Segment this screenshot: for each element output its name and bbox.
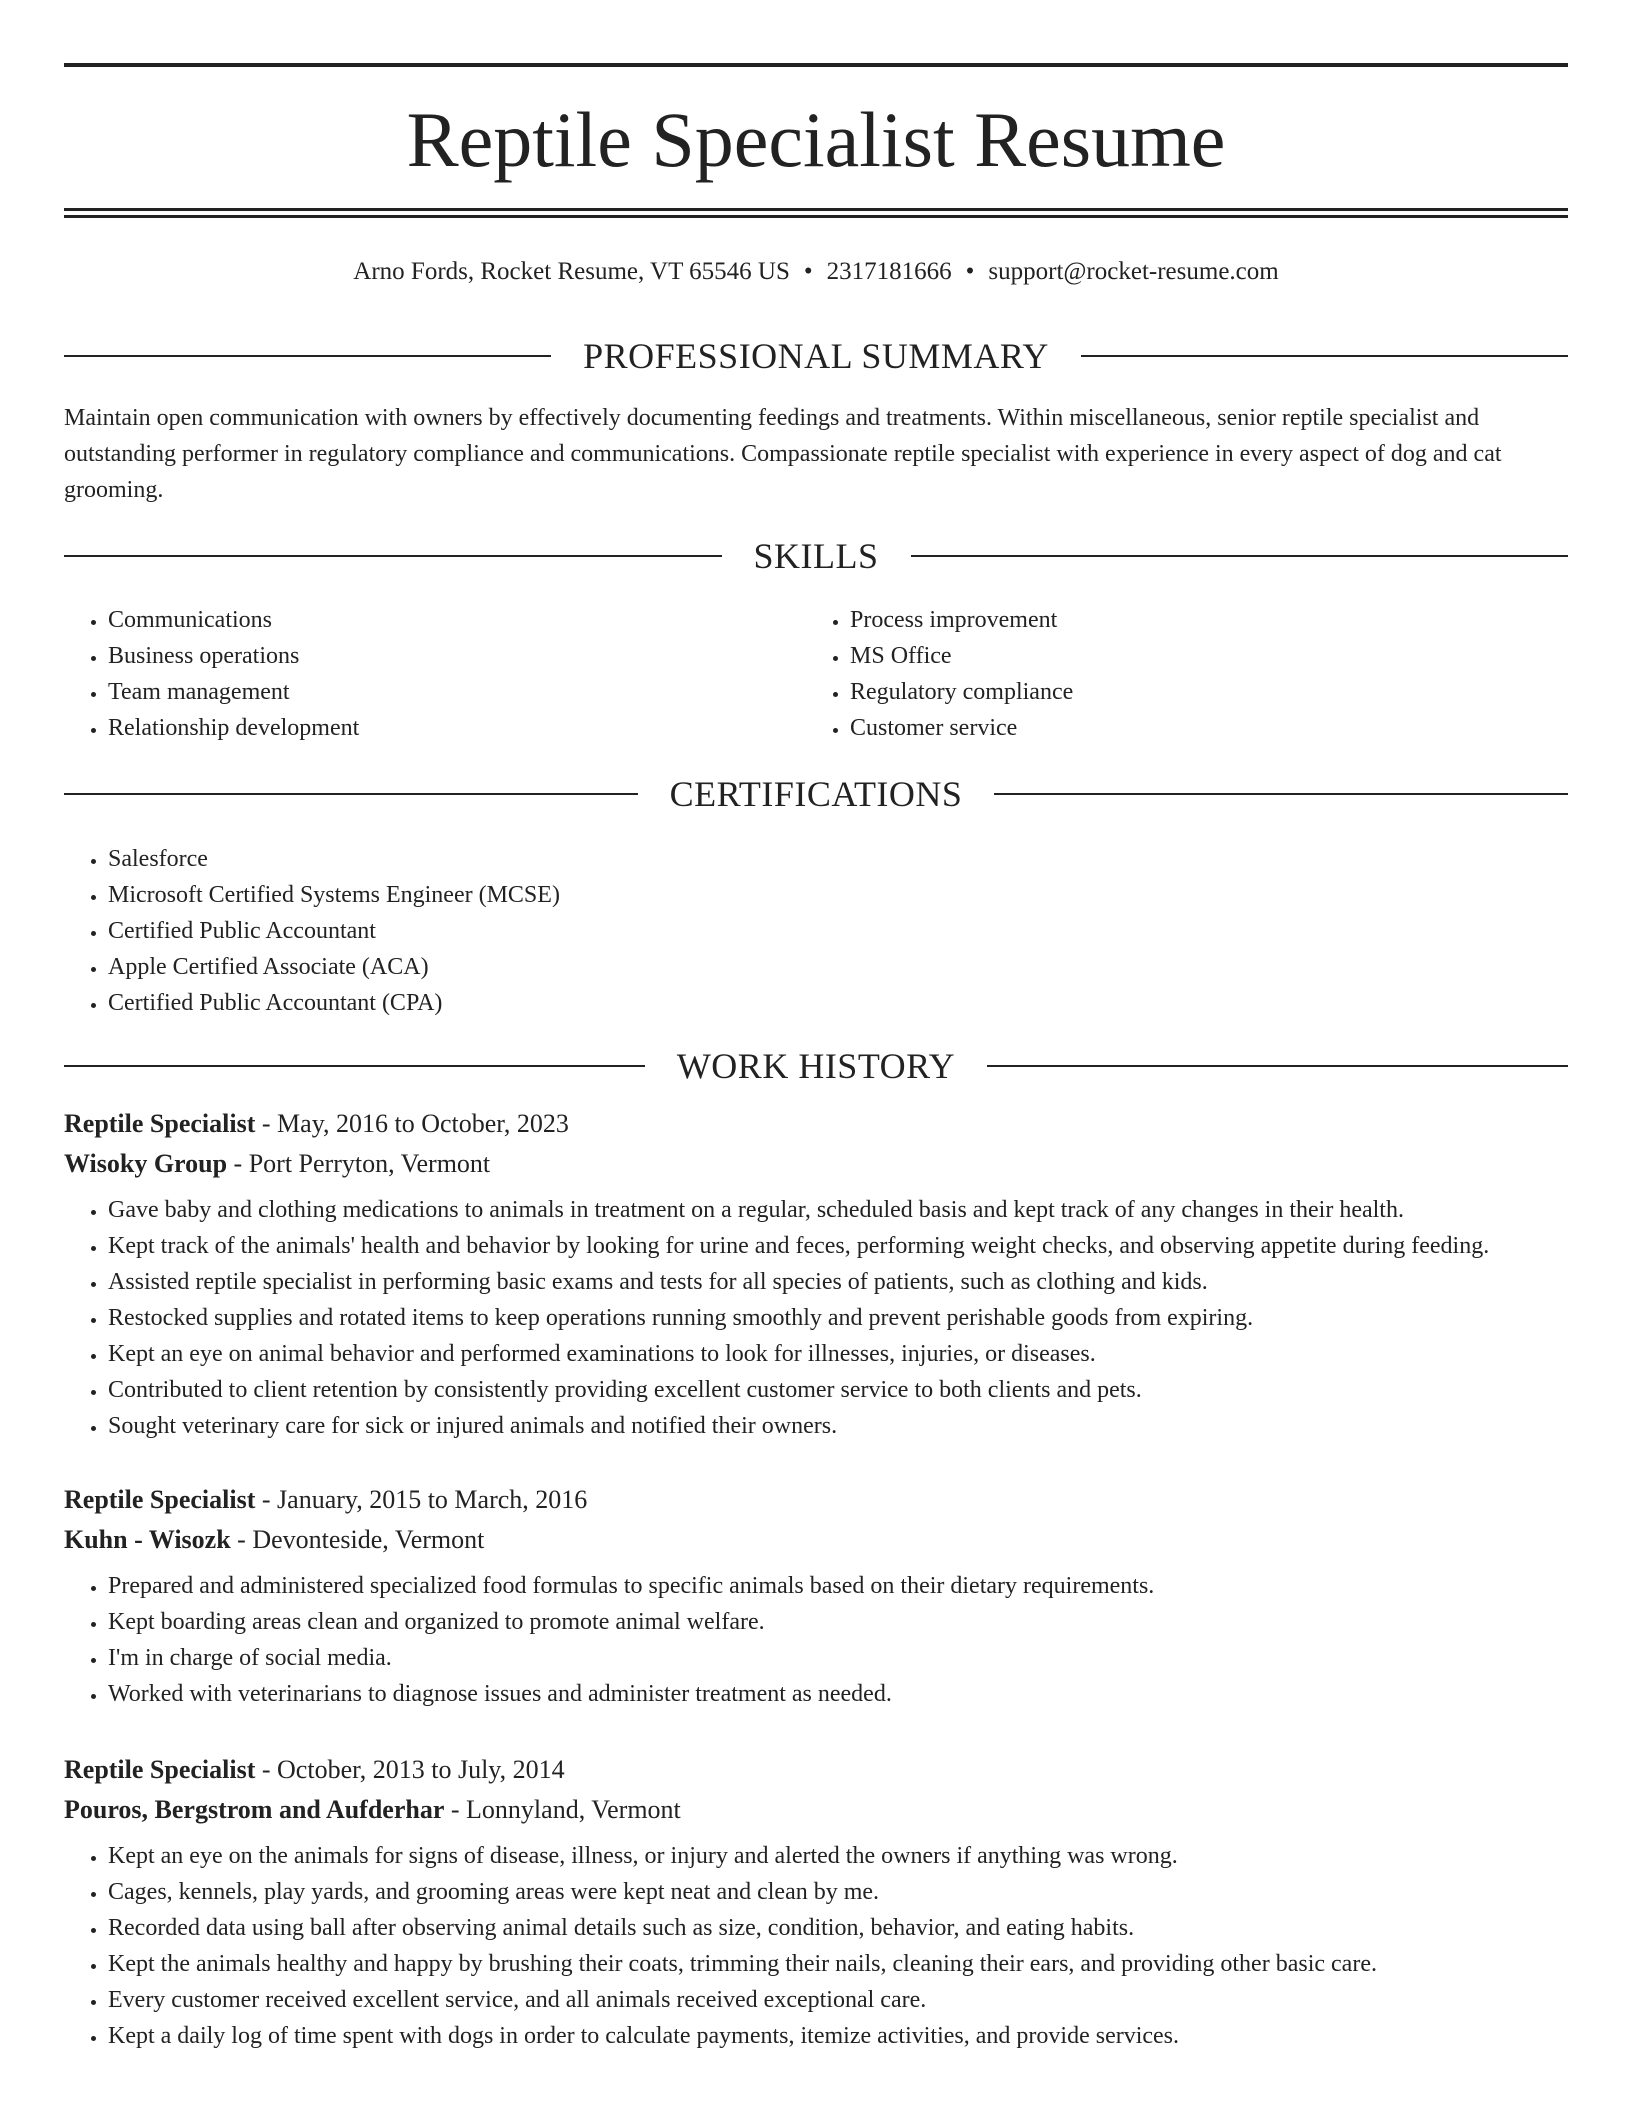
- job-bullet: • Kept track of the animals' health and behavior by looking for urine and feces, performing weight checks, and observing appetite during feeding.: [108, 1228, 1568, 1264]
- heading-rule: [64, 555, 722, 557]
- job-bullet: • Cages, kennels, play yards, and grooming areas were kept neat and clean by me.: [108, 1874, 1568, 1910]
- section-title: WORK HISTORY: [676, 1046, 956, 1086]
- section-heading-skills: [64, 534, 1568, 578]
- job-location: - Lonnyland, Vermont: [444, 1795, 681, 1824]
- job-title-line: [64, 1750, 1568, 1790]
- job-company-line: [64, 1144, 1568, 1184]
- contact-separator: •: [803, 258, 813, 285]
- skill-item: • MS Office: [850, 638, 1550, 674]
- job-bullet: • Assisted reptile specialist in performing basic exams and tests for all species of patients, such as clothing and kids.: [108, 1264, 1568, 1300]
- job-bullet: • Kept boarding areas clean and organized to promote animal welfare.: [108, 1604, 1568, 1640]
- job-company-line: [64, 1790, 1568, 1830]
- skill-item: • Business operations: [108, 638, 808, 674]
- job-location: - Port Perryton, Vermont: [227, 1149, 491, 1178]
- skill-item: • Customer service: [850, 710, 1550, 746]
- job-bullet: • Gave baby and clothing medications to animals in treatment on a regular, scheduled basis and kept track of any changes in their health.: [108, 1192, 1568, 1228]
- section-title: PROFESSIONAL SUMMARY: [583, 336, 1049, 376]
- job-bullet: • Sought veterinary care for sick or injured animals and notified their owners.: [108, 1408, 1568, 1444]
- job-entry-2: [64, 1480, 1568, 1712]
- job-company: Pouros, Bergstrom and Aufderhar: [64, 1795, 445, 1824]
- certification-item: • Apple Certified Associate (ACA): [108, 949, 1508, 985]
- section-title: CERTIFICATIONS: [669, 774, 963, 814]
- top-rule: [64, 63, 1568, 67]
- section-heading-work-history: [64, 1044, 1568, 1088]
- job-bullet: • Worked with veterinarians to diagnose issues and administer treatment as needed.: [108, 1676, 1568, 1712]
- contact-phone: 2317181666: [826, 258, 952, 285]
- contact-separator: •: [965, 258, 975, 285]
- job-dates: - January, 2015 to March, 2016: [255, 1485, 588, 1514]
- certification-item: • Certified Public Accountant (CPA): [108, 985, 1508, 1021]
- job-company: Kuhn - Wisozk: [64, 1525, 231, 1554]
- section-heading-certifications: [64, 772, 1568, 816]
- certification-item: • Salesforce: [108, 841, 1508, 877]
- job-entry-3: [64, 1750, 1568, 2054]
- skill-item: • Process improvement: [850, 602, 1550, 638]
- skills-list-right: [806, 602, 1550, 746]
- job-bullet: • I'm in charge of social media.: [108, 1640, 1568, 1676]
- job-bullet: • Recorded data using ball after observing animal details such as size, condition, behavior, and eating habits.: [108, 1910, 1568, 1946]
- job-dates: - May, 2016 to October, 2023: [255, 1109, 569, 1138]
- job-bullet: • Kept the animals healthy and happy by brushing their coats, trimming their nails, cleaning their ears, and providing other basic care.: [108, 1946, 1568, 1982]
- summary-text: Maintain open communication with owners by effectively documenting feedings and treatments. Within miscellaneous, senior reptile specialist and outstanding performer in regulatory compliance and communications. Compassionate reptile specialist with experience in every aspect of dog and cat grooming.: [64, 405, 1502, 503]
- job-role: Reptile Specialist: [64, 1485, 256, 1514]
- page-title: Reptile Specialist Resume: [406, 96, 1226, 183]
- job-title-line: [64, 1480, 1568, 1520]
- heading-rule: [994, 793, 1568, 795]
- job-company-line: [64, 1520, 1568, 1560]
- heading-rule: [64, 793, 638, 795]
- heading-rule: [1081, 355, 1568, 357]
- job-bullets: [64, 1568, 1568, 1712]
- section-title: SKILLS: [753, 536, 879, 576]
- title-double-rule: [64, 208, 1568, 218]
- skills-list-left: [64, 602, 808, 746]
- job-dates: - October, 2013 to July, 2014: [255, 1755, 565, 1784]
- job-role: Reptile Specialist: [64, 1755, 256, 1784]
- job-bullets: [64, 1192, 1568, 1444]
- job-bullet: • Restocked supplies and rotated items to keep operations running smoothly and prevent perishable goods from expiring.: [108, 1300, 1568, 1336]
- job-location: - Devonteside, Vermont: [230, 1525, 485, 1554]
- job-bullets: [64, 1838, 1568, 2054]
- certification-item: • Microsoft Certified Systems Engineer (MCSE): [108, 877, 1508, 913]
- job-role: Reptile Specialist: [64, 1109, 256, 1138]
- heading-rule: [64, 355, 551, 357]
- job-entry-1: [64, 1104, 1568, 1444]
- skill-item: • Regulatory compliance: [850, 674, 1550, 710]
- certification-item: • Certified Public Accountant: [108, 913, 1508, 949]
- job-bullet: • Kept an eye on the animals for signs of disease, illness, or injury and alerted the owners if anything was wrong.: [108, 1838, 1568, 1874]
- job-company: Wisoky Group: [64, 1149, 228, 1178]
- contact-address: Arno Fords, Rocket Resume, VT 65546 US: [353, 258, 790, 285]
- heading-rule: [64, 1065, 645, 1067]
- job-bullet: • Contributed to client retention by consistently providing excellent customer service to both clients and pets.: [108, 1372, 1568, 1408]
- skill-item: • Team management: [108, 674, 808, 710]
- job-bullet: • Kept a daily log of time spent with dogs in order to calculate payments, itemize activities, and provide services.: [108, 2018, 1568, 2054]
- skill-item: • Relationship development: [108, 710, 808, 746]
- section-heading-summary: [64, 334, 1568, 378]
- certifications-list: [64, 841, 1508, 1021]
- job-bullet: • Prepared and administered specialized food formulas to specific animals based on their dietary requirements.: [108, 1568, 1568, 1604]
- contact-email: support@rocket-resume.com: [988, 258, 1279, 285]
- job-bullet: • Kept an eye on animal behavior and performed examinations to look for illnesses, injuries, or diseases.: [108, 1336, 1568, 1372]
- heading-rule: [987, 1065, 1568, 1067]
- heading-rule: [911, 555, 1569, 557]
- contact-line: [64, 256, 1568, 288]
- job-bullet: • Every customer received excellent service, and all animals received exceptional care.: [108, 1982, 1568, 2018]
- job-title-line: [64, 1104, 1568, 1144]
- skill-item: • Communications: [108, 602, 808, 638]
